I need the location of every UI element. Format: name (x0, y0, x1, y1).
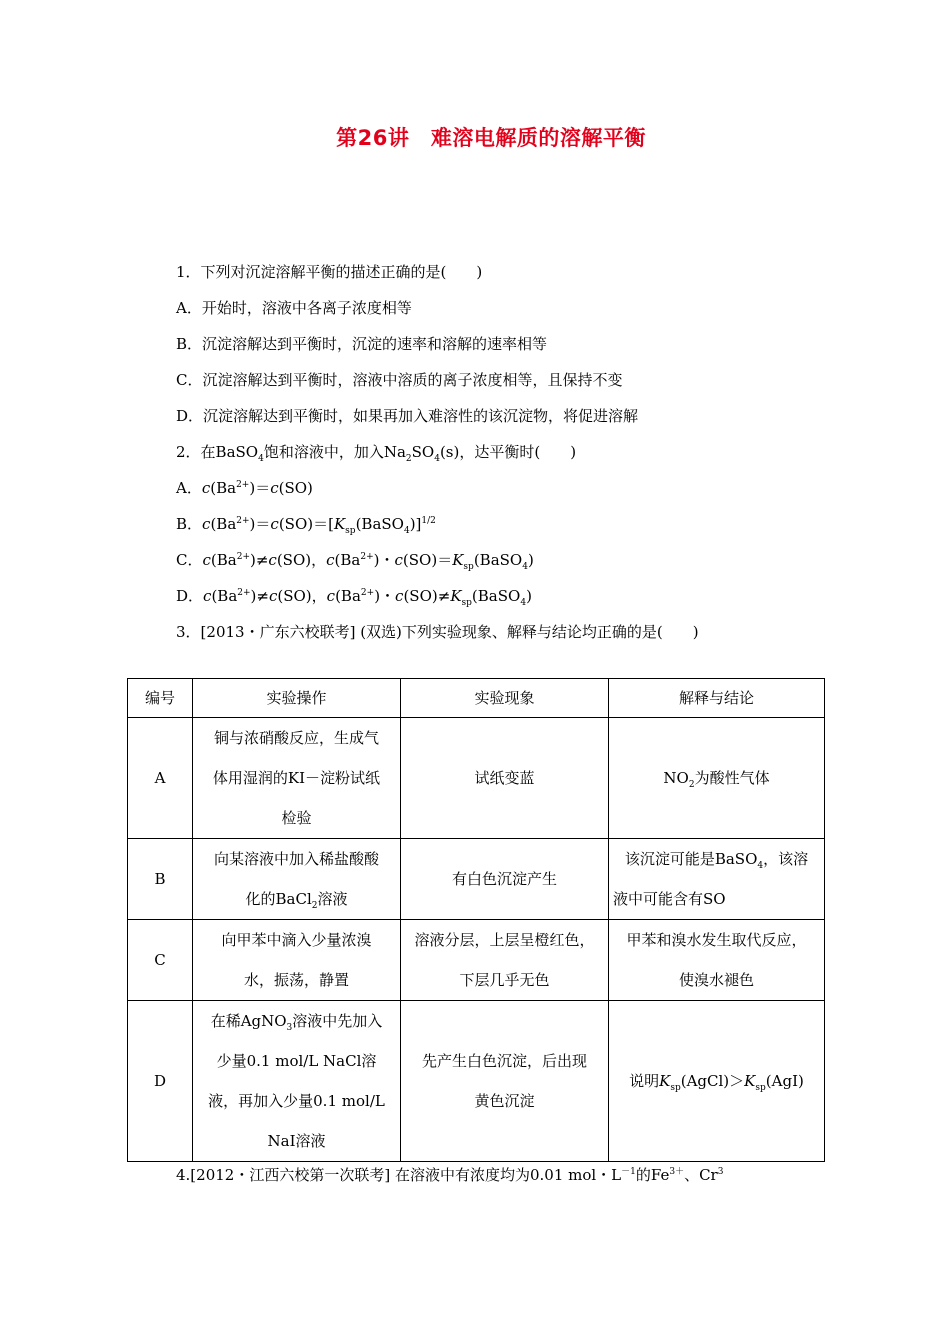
row-conclusion: 该沉淀可能是BaSO$_4$，该溶 液中可能含有SO (609, 839, 825, 920)
row-conclusion: $NO_2$为酸性气体 (609, 718, 825, 839)
question-1-option-c: C．沉淀溶解达到平衡时，溶液中溶质的离子浓度相等，且保持不变 (176, 371, 623, 389)
table-row (128, 718, 825, 839)
question-1-option-b: B．沉淀溶解达到平衡时，沉淀的速率和溶解的速率相等 (176, 335, 548, 353)
row-observation: 溶液分层，上层呈橙红色， 下层几乎无色 (401, 920, 609, 1001)
question-2-option-b: B．$c(Ba^{2+})=c(SO)=[K_{sp}(BaSO_4)]^{1/2}$ (176, 515, 436, 536)
question-3-stem: 3．[2013・广东六校联考] (双选)下列实验现象、解释与结论均正确的是( ) (176, 623, 699, 641)
header-observation: 实验现象 (401, 679, 609, 718)
row-id: B (128, 839, 193, 920)
question-1-option-d: D．沉淀溶解达到平衡时，如果再加入难溶性的该沉淀物，将促进溶解 (176, 407, 639, 425)
row-observation: 试纸变蓝 (401, 718, 609, 839)
question-2-stem: 2．在BaSO$_4$饱和溶液中，加入$Na_2SO_4(s)$，达平衡时( ) (176, 443, 577, 464)
row-conclusion: 说明$K_{sp}(AgCl)>K_{sp}(AgI)$ (609, 1001, 825, 1162)
row-id: D (128, 1001, 193, 1162)
table-header-row (128, 679, 825, 718)
experiment-table (127, 678, 825, 1162)
question-2-option-a: A．$c(Ba^{2+})=c(SO)$ (176, 479, 313, 497)
table-row (128, 1001, 825, 1162)
row-operation: 向某溶液中加入稀盐酸酸 化的BaCl$_2$溶液 (193, 839, 401, 920)
question-1-option-a: A．开始时，溶液中各离子浓度相等 (176, 299, 412, 317)
question-4-stem: 4.[2012・江西六校第一次联考] 在溶液中有浓度均为0.01 mol・$L^{-1}$的$Fe^{3+}$、Cr$^3$ (176, 1166, 724, 1184)
page-title: 第26讲 难溶电解质的溶解平衡 (336, 126, 646, 150)
header-id: 编号 (128, 679, 193, 718)
header-conclusion: 解释与结论 (609, 679, 825, 718)
row-operation: 在稀AgNO$_3$溶液中先加入 少量0.1 mol/L NaCl溶 液，再加入少量0.1 mol/L NaI溶液 (193, 1001, 401, 1162)
row-operation: 向甲苯中滴入少量浓溴 水，振荡，静置 (193, 920, 401, 1001)
question-2-option-c: C．$c(Ba^{2+})\ne c(SO)$，$c(Ba^{2+})$・$c(SO)=K_{sp}(BaSO_4)$ (176, 551, 534, 572)
question-1-stem: 1．下列对沉淀溶解平衡的描述正确的是( ) (176, 263, 483, 281)
row-operation: 铜与浓硝酸反应，生成气 体用湿润的KI－淀粉试纸 检验 (193, 718, 401, 839)
row-conclusion: 甲苯和溴水发生取代反应， 使溴水褪色 (609, 920, 825, 1001)
table-row (128, 839, 825, 920)
row-id: A (128, 718, 193, 839)
table-row (128, 920, 825, 1001)
row-observation: 有白色沉淀产生 (401, 839, 609, 920)
row-observation: 先产生白色沉淀，后出现 黄色沉淀 (401, 1001, 609, 1162)
question-2-option-d: D．$c(Ba^{2+})\ne c(SO)$，$c(Ba^{2+})$・$c(SO)\ne K_{sp}(BaSO_4)$ (176, 587, 532, 608)
row-id: C (128, 920, 193, 1001)
header-operation: 实验操作 (193, 679, 401, 718)
